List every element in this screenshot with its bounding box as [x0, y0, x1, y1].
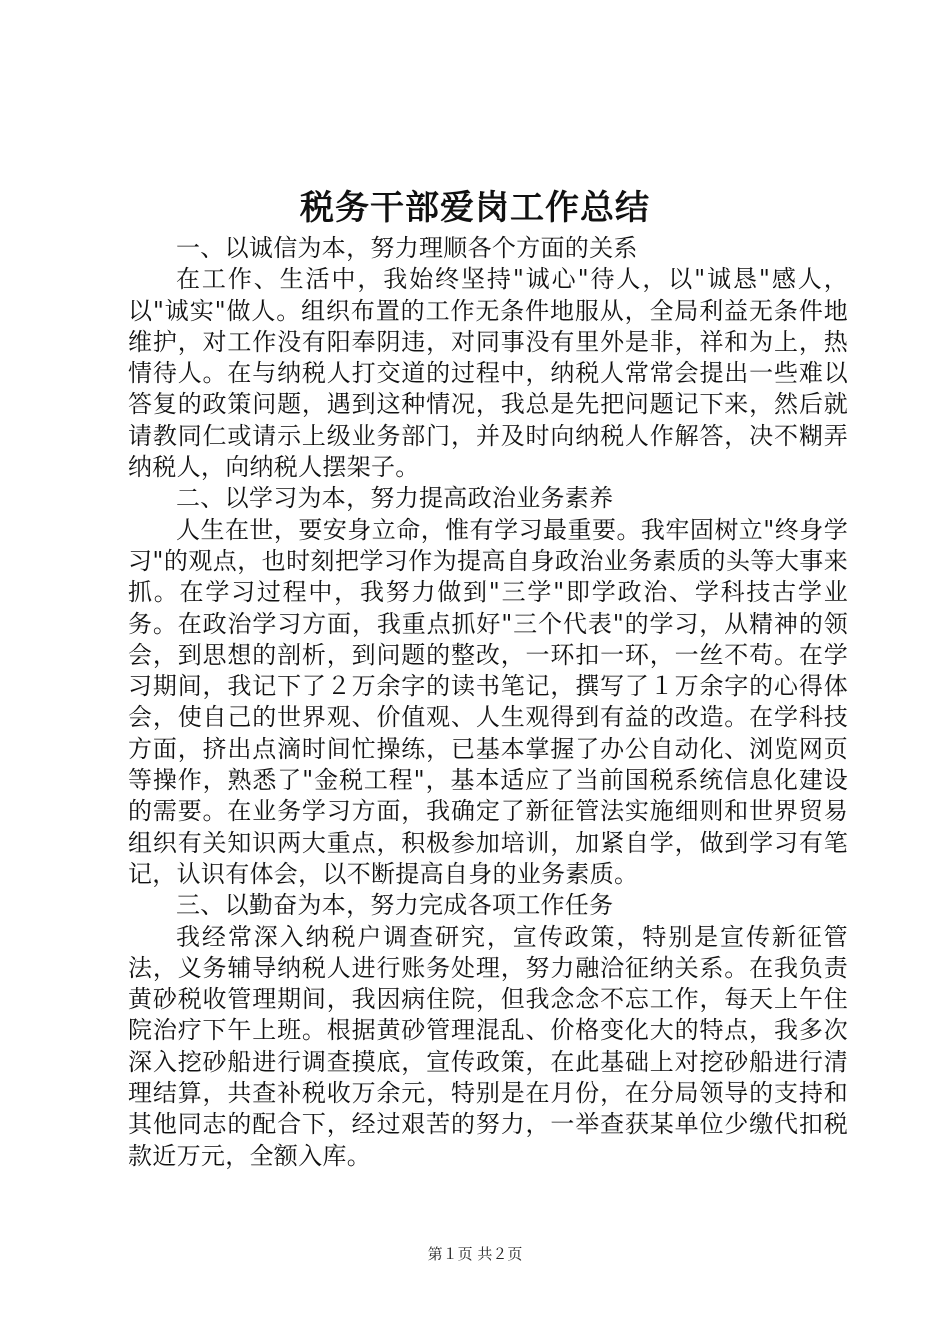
section-paragraph-1: 在工作、生活中，我始终坚持"诚心"待人，以"诚恳"感人，以"诚实"做人。组织布置的工作无条件地服从，全局利益无条件地维护，对工作没有阳奉阴违，对同事没有里外是非，祥和为上，热情待人。在与纳税人打交道的过程中，纳税人常常会提出一些难以答复的政策问题，遇到这种情况，我总是先把问题记下来，然后就请教同仁或请示上级业务部门，并及时向纳税人作解答，决不糊弄纳税人，向纳税人摆架子。 — [128, 265, 848, 482]
document-body — [128, 233, 848, 1172]
section-heading-1: 一、以诚信为本，努力理顺各个方面的关系 — [176, 234, 638, 262]
document-title: 税务干部爱岗工作总结 — [300, 188, 650, 228]
section-heading-2: 二、以学习为本，努力提高政治业务素养 — [176, 484, 614, 513]
section-heading-3: 三、以勤奋为本，努力完成各项工作任务 — [176, 891, 614, 920]
section-paragraph-2: 人生在世，要安身立命，惟有学习最重要。我牢固树立"终身学习"的观点，也时刻把学习作为提高自身政治业务素质的头等大事来抓。在学习过程中，我努力做到"三学"即学政治、学科技古学业务。在政治学习方面，我重点抓好"三个代表"的学习，从精神的领会，到思想的剖析，到问题的整改，一环扣一环，一丝不苟。在学习期间，我记下了２万余字的读书笔记，撰写了１万余字的心得体会，使自己的世界观、价值观、人生观得到有益的改造。在学科技方面，挤出点滴时间忙操练，已基本掌握了办公自动化、浏览网页等操作，熟悉了"金税工程"，基本适应了当前国税系统信息化建设的需要。在业务学习方面，我确定了新征管法实施细则和世界贸易组织有关知识两大重点，积极参加培训，加紧自学，做到学习有笔记，认识有体会，以不断提高自身的业务素质。 — [128, 515, 848, 888]
page-footer: 第１页 共２页 — [427, 1245, 523, 1263]
section-paragraph-3: 我经常深入纳税户调查研究，宣传政策，特别是宣传新征管法，义务辅导纳税人进行账务处理，努力融洽征纳关系。在我负责黄砂税收管理期间，我因病住院，但我念念不忘工作，每天上午住院治疗下午上班。根据黄砂管理混乱、价格变化大的特点，我多次深入挖砂船进行调查摸底，宣传政策，在此基础上对挖砂船进行清理结算，共查补税收万余元，特别是在月份，在分局领导的支持和其他同志的配合下，经过艰苦的努力，一举查获某单位少缴代扣税款近万元，全额入库。 — [128, 922, 848, 1170]
